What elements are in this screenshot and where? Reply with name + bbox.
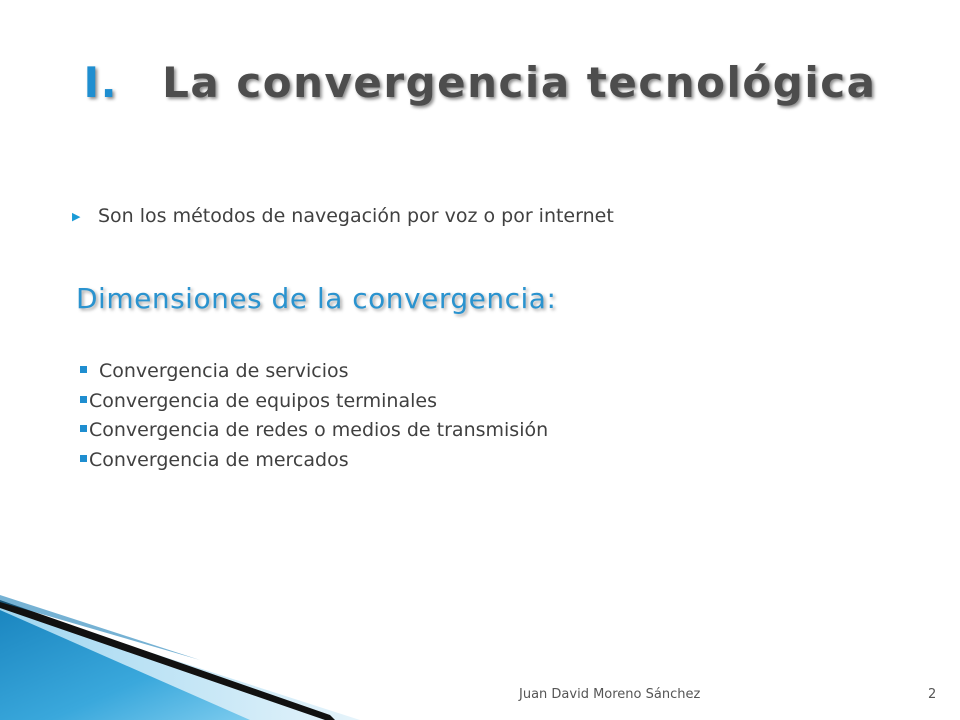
dimension-list [80,357,548,475]
list-item [80,387,548,417]
square-bullet-icon [80,396,87,403]
list-item [80,416,548,446]
list-item [80,446,548,476]
title-number: I. [83,58,119,107]
corner-decoration [0,590,360,720]
main-bullet [72,205,614,227]
arrow-bullet-icon: ▶ [72,210,81,223]
list-item [80,357,548,387]
square-bullet-icon [80,366,87,373]
title-text: La convergencia tecnológica [162,58,877,107]
main-bullet-text: Son los métodos de navegación por voz o por internet [98,205,614,227]
list-item-text: Convergencia de servicios [99,360,349,382]
list-item-text: Convergencia de mercados [89,448,349,471]
list-item-text: Convergencia de equipos terminales [89,389,437,412]
page-number: 2 [928,687,937,702]
subheading: Dimensiones de la convergencia: [76,282,557,315]
square-bullet-icon [80,425,87,432]
footer-author: Juan David Moreno Sánchez [519,687,701,702]
slide-title [0,58,960,107]
list-item-text: Convergencia de redes o medios de transmisión [89,419,549,441]
square-bullet-icon [80,455,87,462]
